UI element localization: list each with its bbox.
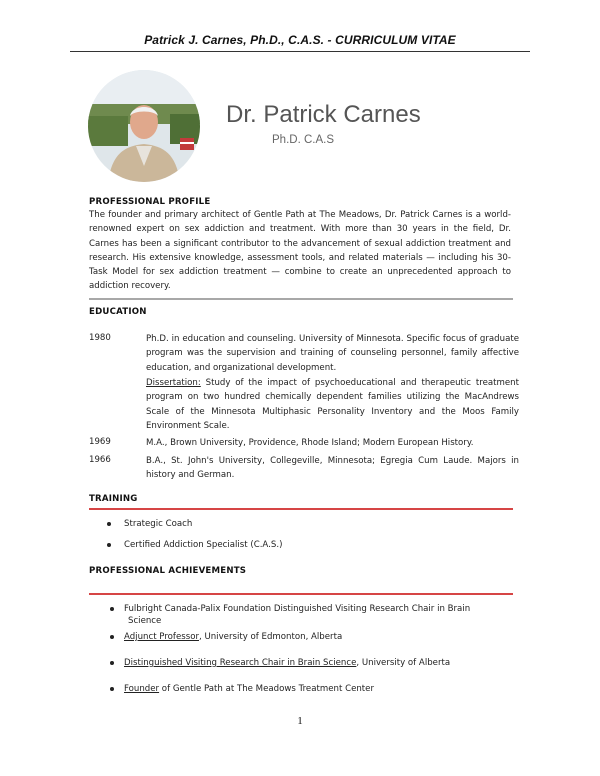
profile-photo (88, 70, 200, 182)
dissertation-text: Study of the impact of psychoeducational and therapeutic treatment program on two hundred chemically dependent families utilizing the MacAndrews Scale of the Minnesota Multiphasic Personality Inventory and the Moos Family Environment Scale. (146, 378, 519, 431)
achievement-link[interactable]: Distinguished Visiting Research Chair in Brain Science (124, 658, 357, 668)
achievement-text: , University of Alberta (356, 658, 451, 668)
bullet-dot (110, 687, 114, 691)
bullet-dot (107, 522, 111, 526)
dissertation-label: Dissertation: (146, 378, 201, 388)
education-dissertation (146, 376, 519, 433)
section-title-profile: PROFESSIONAL PROFILE (89, 197, 211, 207)
training-item: Certified Addiction Specialist (C.A.S.) (124, 540, 283, 550)
bullet-dot (110, 661, 114, 665)
education-entry: Ph.D. in education and counseling. University of Minnesota. Specific focus of graduate program was the supervision and training of counseling personnel, family affective education, and organizational development. (146, 334, 519, 373)
achievement-text: , University of Edmonton, Alberta (198, 632, 343, 642)
achievement-item-continuation: Science (128, 616, 162, 626)
section-title-education: EDUCATION (89, 307, 147, 317)
bullet-dot (110, 607, 114, 611)
achievement-link[interactable]: Adjunct Professor (124, 632, 199, 642)
section-divider (89, 508, 513, 510)
section-divider (89, 298, 513, 300)
person-name: Dr. Patrick Carnes (226, 101, 421, 128)
education-entry: M.A., Brown University, Providence, Rhode Island; Modern European History. (146, 438, 474, 448)
section-title-achievements: PROFESSIONAL ACHIEVEMENTS (89, 566, 247, 576)
document-header: Patrick J. Carnes, Ph.D., C.A.S. - CURRICULUM VITAE (144, 33, 456, 47)
profile-paragraph: The founder and primary architect of Gentle Path at The Meadows, Dr. Patrick Carnes is a world-renowned expert on sex addiction and treatment. With more than 30 years in the field, Dr. Carnes has been a significant contributor to the advancement of sexual addiction treatment and research. His extensive knowledge, assessment tools, and related materials — including his 30-Task Model for sex addiction treatment — combine to create an unprecedented approach to addiction recovery. (89, 210, 511, 292)
achievement-item (124, 631, 342, 644)
achievement-item: Fulbright Canada-Palix Foundation Distinguished Visiting Research Chair in Brain (124, 604, 471, 614)
page-number: 1 (297, 715, 303, 727)
section-divider (89, 593, 513, 595)
header-divider (70, 51, 530, 52)
education-year: 1969 (89, 437, 111, 447)
education-year: 1980 (89, 333, 111, 343)
achievement-link[interactable]: Founder (124, 684, 160, 694)
training-item: Strategic Coach (124, 519, 193, 529)
achievement-item (124, 683, 374, 696)
bullet-dot (107, 543, 111, 547)
education-year: 1966 (89, 455, 111, 465)
bullet-dot (110, 635, 114, 639)
person-credentials: Ph.D. C.A.S (272, 134, 334, 146)
education-entry: B.A., St. John's University, Collegeville, Minnesota; Egregia Cum Laude. Majors in history and German. (146, 456, 519, 481)
section-title-training: TRAINING (89, 494, 138, 504)
achievement-text: of Gentle Path at The Meadows Treatment Center (159, 684, 374, 694)
achievement-item (124, 657, 450, 670)
